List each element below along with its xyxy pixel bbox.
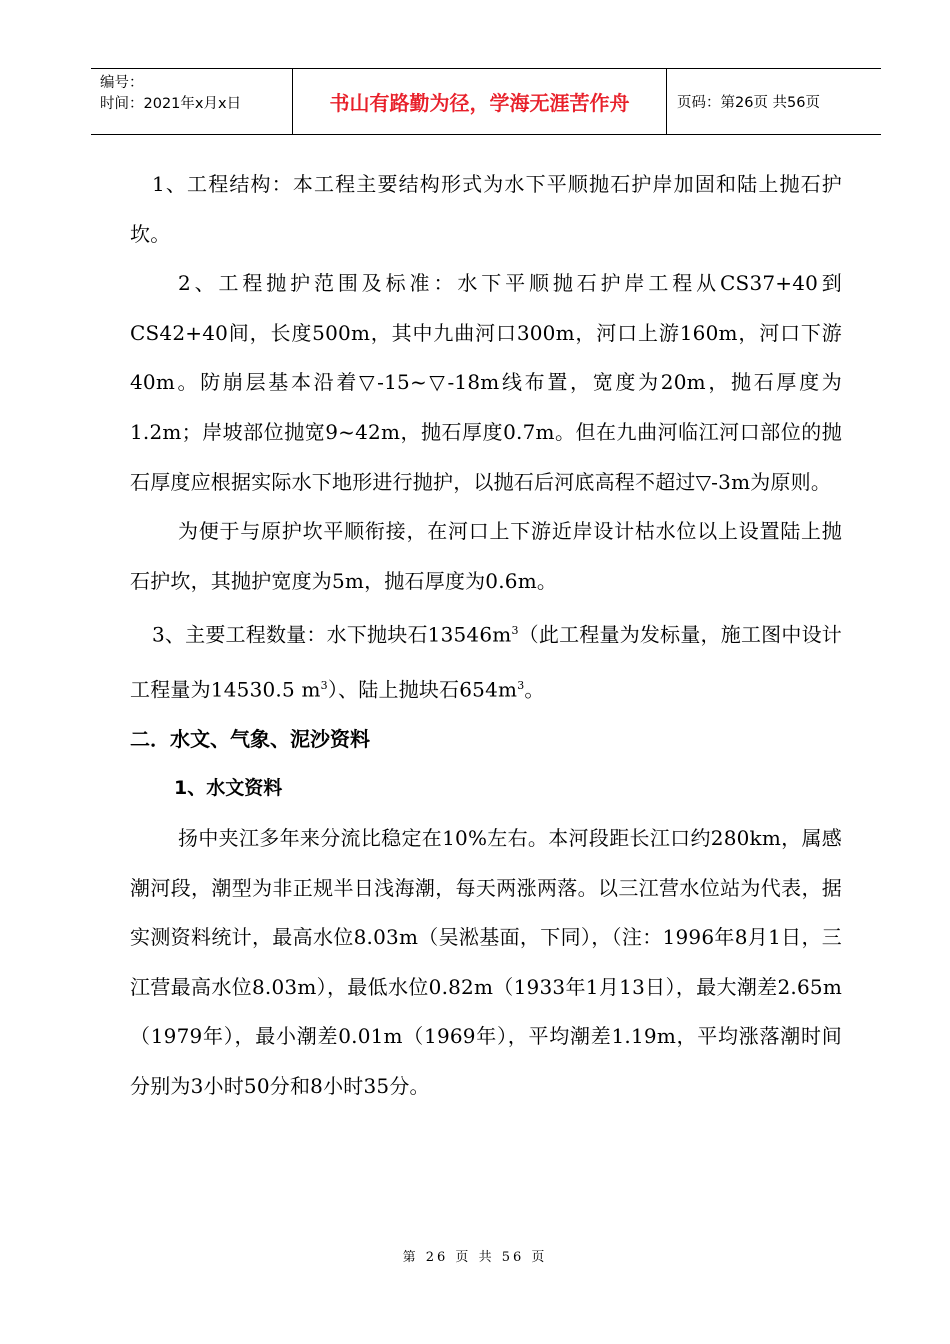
paragraph-hydrology: 扬中夹江多年来分流比稳定在10%左右。本河段距长江口约280km，属感潮河段，潮型为非正规半日浅海潮，每天两涨两落。以三江营水位站为代表，据实测资料统计，最高水位8.03m（吴淞基面，下同），（注：1996年8月1日，三江营最高水位8.03m），最低水位0.82m（1933年1月13日），最大潮差2.65m（1979年），最小潮差0.01m（1969年），平均潮差1.19m，平均涨落潮时间分别为3小时50分和8小时35分。 <box>130 826 842 1098</box>
page-footer: 第 26 页 共 56 页 <box>402 1250 548 1265</box>
time-label: 时间：2021年x月x日 <box>100 96 242 112</box>
quantity-text-a: 3、主要工程数量：水下抛块石13546m <box>152 623 512 647</box>
section-title: 二．水文、气象、泥沙资料 <box>130 726 370 751</box>
quantity-text-d: 。 <box>524 677 545 702</box>
superscript: 3 <box>511 624 519 638</box>
document-body <box>130 160 842 1112</box>
header-meta <box>91 69 293 134</box>
quantity-text-b: （此工程量为发标量，施工图中设计工程量为14530.5 m <box>130 623 843 702</box>
quantity-text-c: ）、陆上抛块石654m <box>327 677 518 702</box>
paragraph-structure: 1、工程结构：本工程主要结构形式为水下平顺抛石护岸加固和陆上抛石护坎。 <box>130 172 842 246</box>
header-motto: 书山有路勤为径，学海无涯苦作舟 <box>293 69 667 134</box>
superscript: 3 <box>517 678 525 692</box>
subsection-title: 1、水文资料 <box>174 777 283 800</box>
paragraph-quantity <box>130 606 842 715</box>
document-header <box>91 68 881 135</box>
number-label: 编号： <box>100 75 144 91</box>
paragraph-scope: 2、工程抛护范围及标准：水下平顺抛石护岸工程从CS37+40到CS42+40间，长度500m，其中九曲河口300m，河口上游160m，河口下游40m。防崩层基本沿着▽-15~▽-18m线布置，宽度为20m，抛石厚度为1.2m；岸坡部位抛宽9~42m，抛石厚度0.7m。但在九曲河临江河口部位的抛石厚度应根据实际水下地形进行抛护，以抛石后河底高程不超过▽-3m为原则。 <box>130 271 842 494</box>
header-page-info: 页码：第26页 共56页 <box>677 95 821 111</box>
superscript: 3 <box>320 678 328 692</box>
paragraph-land-revetment: 为便于与原护坎平顺衔接，在河口上下游近岸设计枯水位以上设置陆上抛石护坎，其抛护宽度为5m，抛石厚度为0.6m。 <box>130 519 842 593</box>
